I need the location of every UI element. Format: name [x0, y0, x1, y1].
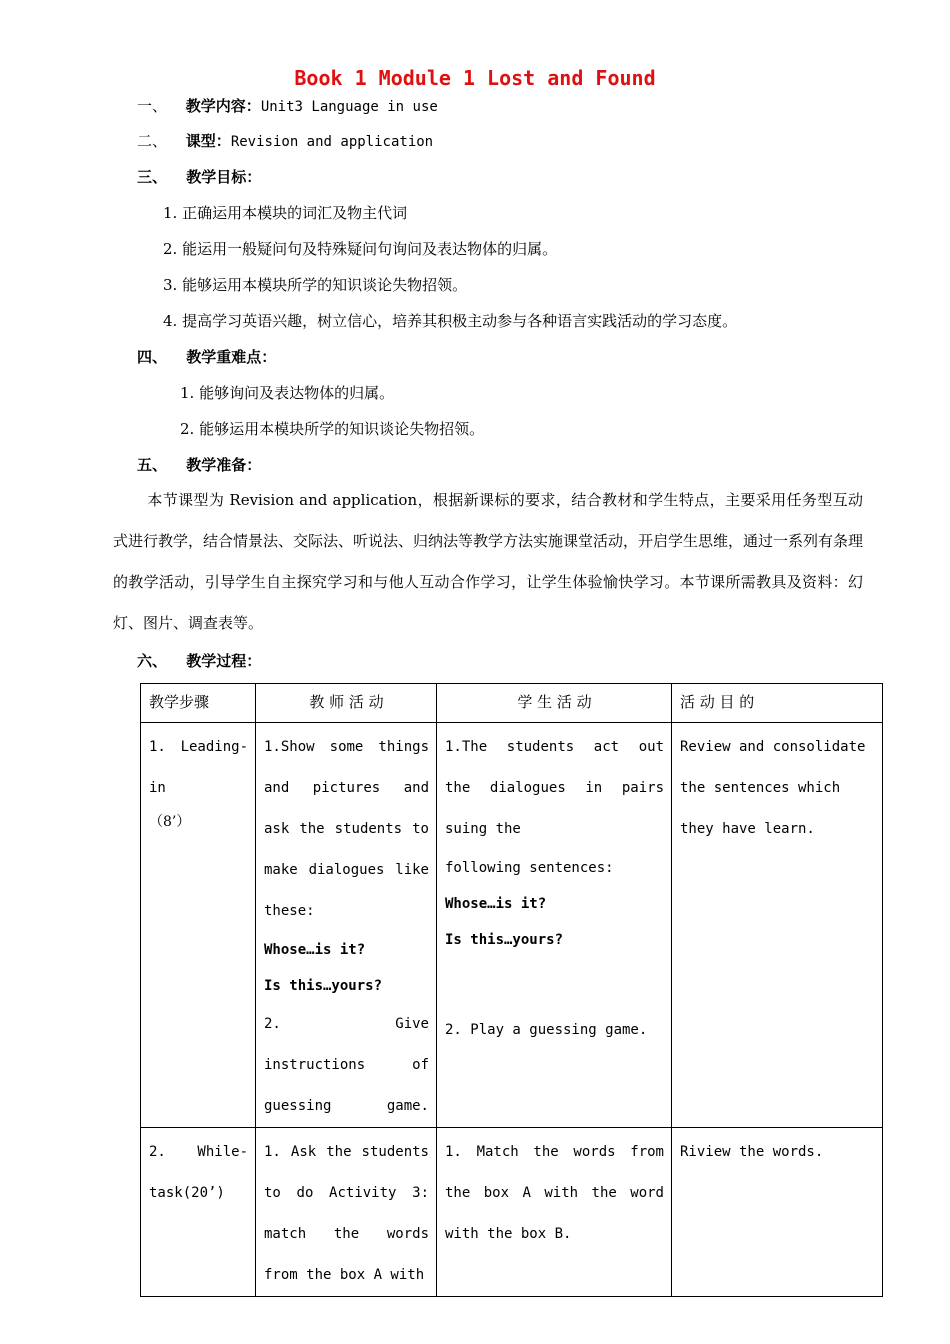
objective-item: 2. 能运用一般疑问句及特殊疑问句询问及表达物体的归属。: [163, 240, 558, 258]
student-activity-cont: following sentences:: [445, 860, 614, 876]
purpose-cell: [672, 1128, 883, 1297]
section-4: [137, 347, 276, 367]
objective-item: 3. 能够运用本模块所学的知识谈论失物招领。: [163, 276, 468, 294]
section-number: 五、: [137, 456, 168, 474]
header-student: 学 生 活 动: [437, 684, 672, 723]
section-number: 四、: [137, 348, 168, 366]
section-1: [137, 96, 438, 117]
section-number: 六、: [137, 652, 168, 670]
header-step: 教学步骤: [141, 684, 256, 723]
objective-item: 1. 正确运用本模块的词汇及物主代词: [163, 204, 408, 222]
section-value: Revision and application: [230, 134, 434, 150]
purpose-cell: [672, 723, 883, 1128]
preparation-paragraph: [113, 480, 863, 644]
keypoint-item: 1. 能够询问及表达物体的归属。: [180, 384, 395, 402]
section-label: 教学目标：: [186, 168, 262, 186]
teacher-activity-2: 2. Give instructions of guessing game.: [264, 1016, 429, 1114]
teacher-cell: [256, 723, 437, 1128]
section-label: 教学准备：: [186, 456, 262, 474]
student-activity: 1.The students act out the dialogues in pairs suing the: [445, 739, 664, 837]
section-3: [137, 167, 261, 187]
section-value: Unit3 Language in use: [260, 99, 438, 115]
student-cell: [437, 1128, 672, 1297]
student-activity-2: 2. Play a guessing game.: [445, 1022, 648, 1038]
section-5: [137, 455, 261, 475]
teacher-cell: [256, 1128, 437, 1297]
section-number: 三、: [137, 168, 168, 186]
header-purpose: 活 动 目 的: [672, 684, 883, 723]
student-sentence: Whose…is it?: [445, 896, 547, 912]
student-sentence: Is this…yours?: [445, 932, 564, 948]
section-number: 一、: [137, 97, 168, 115]
objective-item: 4. 提高学习英语兴趣，树立信心，培养其积极主动参与各种语言实践活动的学习态度。: [163, 312, 738, 330]
step-cell: [141, 1128, 256, 1297]
preparation-text: 本节课型为 Revision and application，根据新课标的要求，结合教材和学生特点，主要采用任务型互动式进行教学，结合情景法、交际法、听说法、归纳法等教学方法实施课堂活动，开启学生思维，通过一系列有条理的教学活动，引导学生自主探究学习和与他人互动合作学习，让学生体验愉快学习。本节课所需教具及资料：幻灯、图片、调查表等。: [113, 491, 864, 632]
section-label: 教学过程：: [186, 652, 262, 670]
step-time: （8’）: [149, 814, 191, 830]
keypoint-item: 2. 能够运用本模块所学的知识谈论失物招领。: [180, 420, 485, 438]
table-row: [141, 723, 883, 1128]
section-6: [137, 651, 261, 671]
student-activity: 1. Match the words from the box A with the word with the box B.: [445, 1144, 664, 1242]
step-cell: [141, 723, 256, 1128]
document-title: Book 1 Module 1 Lost and Found: [294, 66, 656, 90]
purpose-text: Riview the words.: [680, 1144, 824, 1160]
student-cell: [437, 723, 672, 1128]
teacher-activity: 1. Ask the students to do Activity 3: match the words from the box A with: [264, 1144, 429, 1283]
section-label: 课型：: [185, 132, 231, 150]
table-row: [141, 1128, 883, 1297]
teacher-sentence: Whose…is it?: [264, 942, 366, 958]
section-label: 教学重难点：: [186, 348, 277, 366]
purpose-text: Review and consolidate the sentences which they have learn.: [680, 739, 866, 837]
step-label: 2. While-task(20’): [149, 1144, 248, 1201]
step-label: 1. Leading-in: [149, 739, 248, 796]
teacher-activity: 1.Show some things and pictures and ask the students to make dialogues like these:: [264, 739, 429, 919]
section-2: [137, 131, 433, 152]
section-number: 二、: [137, 132, 168, 150]
table-header-row: [141, 684, 883, 723]
lesson-process-table: [140, 683, 883, 1297]
header-teacher: 教 师 活 动: [256, 684, 437, 723]
teacher-sentence: Is this…yours?: [264, 978, 383, 994]
section-label: 教学内容：: [185, 97, 261, 115]
